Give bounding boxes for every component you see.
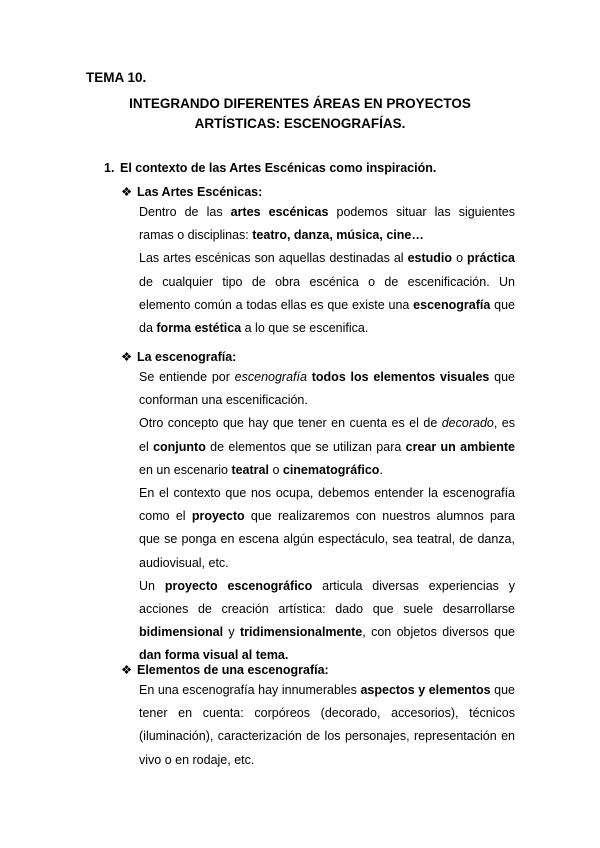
text-run: podemos situar las siguientes ramas o disciplinas:: [139, 205, 515, 243]
title-line-1: INTEGRANDO DIFERENTES ÁREAS EN PROYECTOS: [129, 96, 471, 111]
subsection-elementos-heading: [121, 662, 329, 677]
artes-paragraph-1: [139, 201, 515, 247]
bold-run: artes escénicas: [230, 205, 329, 219]
text-run: .: [379, 462, 383, 477]
subsection-escenografia-heading: [121, 349, 236, 364]
text-run: en un escenario: [139, 462, 232, 477]
document-title: [86, 94, 514, 134]
escenografia-paragraph-2: [139, 412, 515, 482]
elementos-body: [139, 679, 515, 772]
text-run: En una escenografía hay innumerables: [139, 683, 361, 697]
artes-body: [139, 201, 515, 340]
diamond-bullet-icon: ❖: [121, 350, 133, 364]
bold-run: proyecto: [191, 509, 245, 524]
text-run: , es el: [139, 416, 515, 454]
section-1-number: 1.: [104, 161, 115, 175]
text-run: de elementos que se utilizan para: [205, 439, 406, 454]
text-run: Se entiende por: [139, 370, 235, 384]
italic-run: decorado: [441, 416, 494, 431]
text-run: Dentro de las: [139, 205, 231, 219]
text-run: , con objetos diversos que: [362, 625, 515, 640]
elementos-paragraph-1: [139, 679, 515, 772]
subsection-escenografia-title: La escenografía:: [137, 350, 237, 364]
bold-run: estudio: [407, 251, 453, 266]
italic-run: escenografía: [234, 370, 307, 384]
text-run: Un: [139, 578, 165, 593]
section-1-heading: [104, 161, 436, 175]
text-run: o: [452, 251, 468, 266]
text-run: que tener en cuenta: corpóreos (decorado, accesorios), técnicos (iluminación), caracterización de los personajes, representación en vivo o en rodaje, etc.: [139, 683, 515, 767]
bold-run: teatro, danza, música, cine…: [252, 228, 424, 243]
bold-run: todos los elementos visuales: [311, 370, 490, 384]
subsection-elementos-title: Elementos de una escenografía:: [137, 663, 329, 677]
diamond-bullet-icon: ❖: [121, 185, 133, 199]
text-run: que da: [139, 297, 515, 336]
text-run: articula diversas experiencias y acciones de creación artística: dado que suele desarrollarse: [139, 578, 516, 617]
bold-run: tridimensionalmente: [240, 625, 363, 640]
escenografia-paragraph-1: [139, 366, 515, 412]
bold-run: bidimensional: [139, 625, 224, 640]
text-run: que realizaremos con nuestros alumnos para que se ponga en escena algún espectáculo, sea teatral, de danza, audiovisual, etc.: [139, 509, 515, 570]
section-1-title: El contexto de las Artes Escénicas como inspiración.: [120, 161, 437, 175]
text-run: y: [223, 625, 240, 640]
bold-run: práctica: [467, 251, 515, 266]
text-run: Las artes escénicas son aquellas destinadas al: [139, 251, 408, 266]
text-run: o: [268, 462, 283, 477]
text-run: En el contexto que nos ocupa, debemos entender la escenografía como el: [139, 486, 515, 524]
escenografia-body: [139, 366, 515, 668]
escenografia-paragraph-4: [139, 575, 515, 668]
bold-run: cinematográfico: [282, 462, 380, 477]
bold-run: crear un ambiente: [405, 439, 516, 454]
artes-paragraph-2: [139, 247, 515, 340]
text-run: de cualquier tipo de obra escénica o de escenificación. Un elemento común a todas ellas es que existe una: [139, 274, 515, 312]
tema-label: TEMA 10.: [86, 70, 147, 85]
bold-run: aspectos y elementos: [360, 683, 491, 697]
text-run: a lo que se escenifica.: [241, 321, 369, 336]
text-run: Otro concepto que hay que tener en cuenta es el de: [139, 416, 442, 431]
escenografia-paragraph-3: [139, 482, 515, 575]
bold-run: escenografía: [413, 297, 491, 312]
bold-run: dan forma visual al tema.: [139, 648, 289, 663]
subsection-artes-heading: [121, 184, 262, 199]
text-run: que conforman una escenificación.: [139, 370, 515, 408]
bold-run: conjunto: [153, 439, 206, 454]
diamond-bullet-icon: ❖: [121, 663, 133, 677]
subsection-artes-title: Las Artes Escénicas:: [137, 185, 263, 199]
bold-run: proyecto escenográfico: [164, 578, 313, 593]
bold-run: forma estética: [156, 321, 242, 336]
title-line-2: ARTÍSTICAS: ESCENOGRAFÍAS.: [194, 116, 406, 131]
bold-run: teatral: [231, 462, 269, 477]
